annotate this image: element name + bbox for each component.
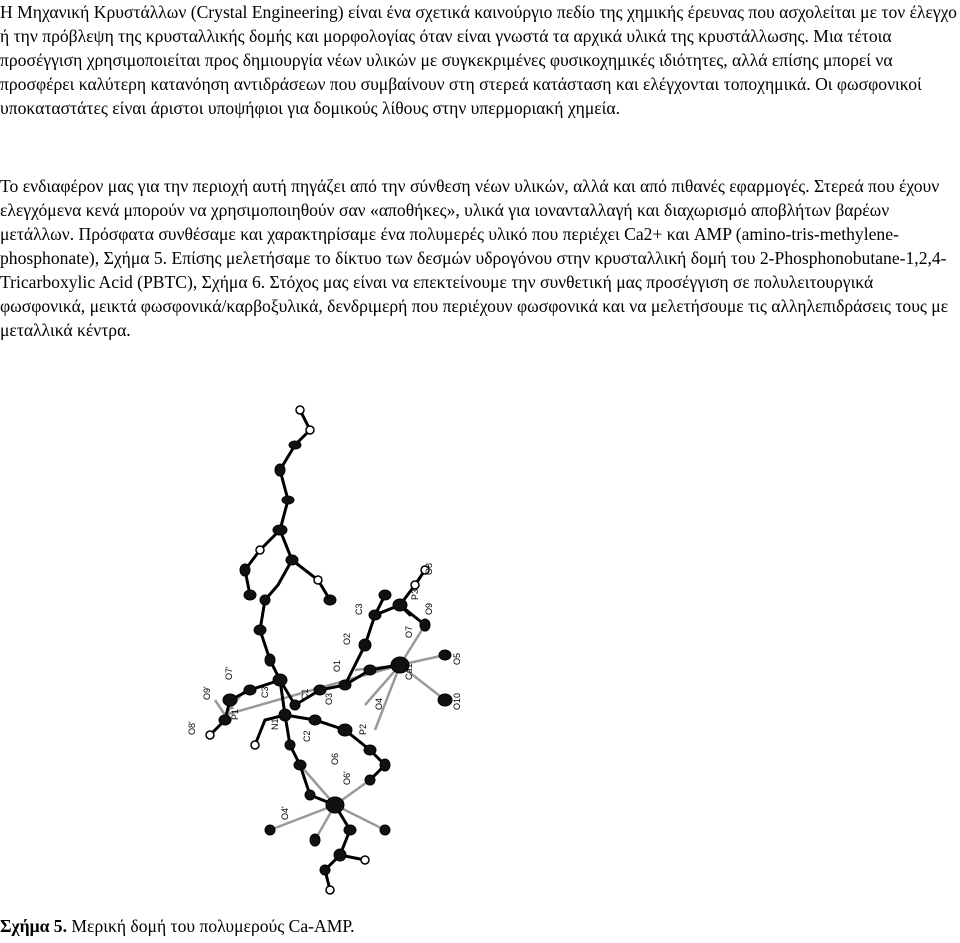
atom-label: P1'	[230, 707, 240, 720]
atom-label: O8	[424, 562, 434, 575]
atom-label: C1	[300, 688, 310, 700]
atom-label: O4'	[280, 806, 290, 820]
atom-label: O6	[330, 752, 340, 765]
atom-label: O2	[342, 632, 352, 645]
atom-label: O10	[452, 692, 462, 710]
atom-label: C3'	[260, 684, 270, 698]
intro-paragraph: Η Μηχανική Κρυστάλλων (Crystal Engineering) είναι ένα σχετικά καινούργιο πεδίο της χημικής έρευνας που ασχολείται με τον έλεγχο ή την πρόβλεψη της κρυσταλλικής δομής και μορφολογίας όταν είναι γνωστά τα αρχικά υλικά της κρυστάλλωσης. Μια τέτοια προσέγγιση χρησιμοποιείται προς δημιουργία νέων υλικών με συγκεκριμένες φυσικοχημικές ιδιότητες, αλλά επίσης μπορεί να προσφέρει καλύτερη κατανόηση αντιδράσεων που συμβαίνουν στη στερεά κατάσταση και ελέγχονται τοποχημικά. Οι φωσφονικοί υποκαταστάτες είναι άριστοι υποψήφιοι για δομικούς λίθους στην υπερμοριακή χημεία.	[0, 2, 957, 118]
atom-label: N1	[270, 718, 280, 730]
atom-label: O7	[404, 625, 414, 638]
atom-label: O6'	[342, 771, 352, 785]
atom-label: O8'	[187, 721, 197, 735]
figure-caption	[0, 914, 355, 938]
atom-label: P2	[358, 723, 368, 735]
hydrogen-atoms	[206, 406, 429, 894]
atom-label: P3	[410, 588, 420, 600]
ca-amp-structure-figure	[170, 400, 510, 900]
heavy-atoms	[219, 441, 452, 875]
atom-label: O7'	[224, 666, 234, 680]
covalent-bonds	[210, 410, 425, 890]
atom-label: O9'	[202, 686, 212, 700]
interest-paragraph: Το ενδιαφέρον μας για την περιοχή αυτή πηγάζει από την σύνθεση νέων υλικών, αλλά και από πιθανές εφαρμογές. Στερεά που έχουν ελεγχόμενα κενά μπορούν να χρησιμοποιηθούν σαν «αποθήκες», υλικά για ιονανταλλαγή και διαχωρισμό αποβλήτων βαρέων μετάλλων. Πρόσφατα συνθέσαμε και χαρακτηρίσαμε ένα πολυμερές υλικό που περιέχει Ca2+ και AMP (amino-tris-methylene-phosphonate), Σχήμα 5. Επίσης μελετήσαμε το δίκτυο των δεσμών υδρογόνου στην κρυσταλλική δομή του 2-Phosphonobutane-1,2,4-Tricarboxylic Acid (PBTC), Σχήμα 6. Στόχος μας είναι να επεκτείνουμε την συνθετική μας προσέγγιση σε πολυλειτουργικά φωσφονικά, μεικτά φωσφονικά/καρβοξυλικά, δενδριμερή που περιέχουν φωσφονικά και να μελετήσουμε τις αλληλεπιδράσεις τους με μεταλλικά κέντρα.	[0, 176, 949, 340]
atom-label: O9	[424, 602, 434, 615]
atom-label: O3	[324, 692, 334, 705]
atom-label: O5	[452, 652, 462, 665]
caption-text: Μερική δομή του πολυμερούς Ca-AMP.	[67, 916, 355, 936]
atom-label: O1	[332, 659, 342, 672]
atom-label: O4	[374, 697, 384, 710]
caption-label: Σχήμα 5.	[0, 916, 68, 936]
atom-label: C2	[302, 730, 312, 742]
atom-label: Ca1	[404, 663, 414, 680]
atom-label: C3	[354, 603, 364, 615]
